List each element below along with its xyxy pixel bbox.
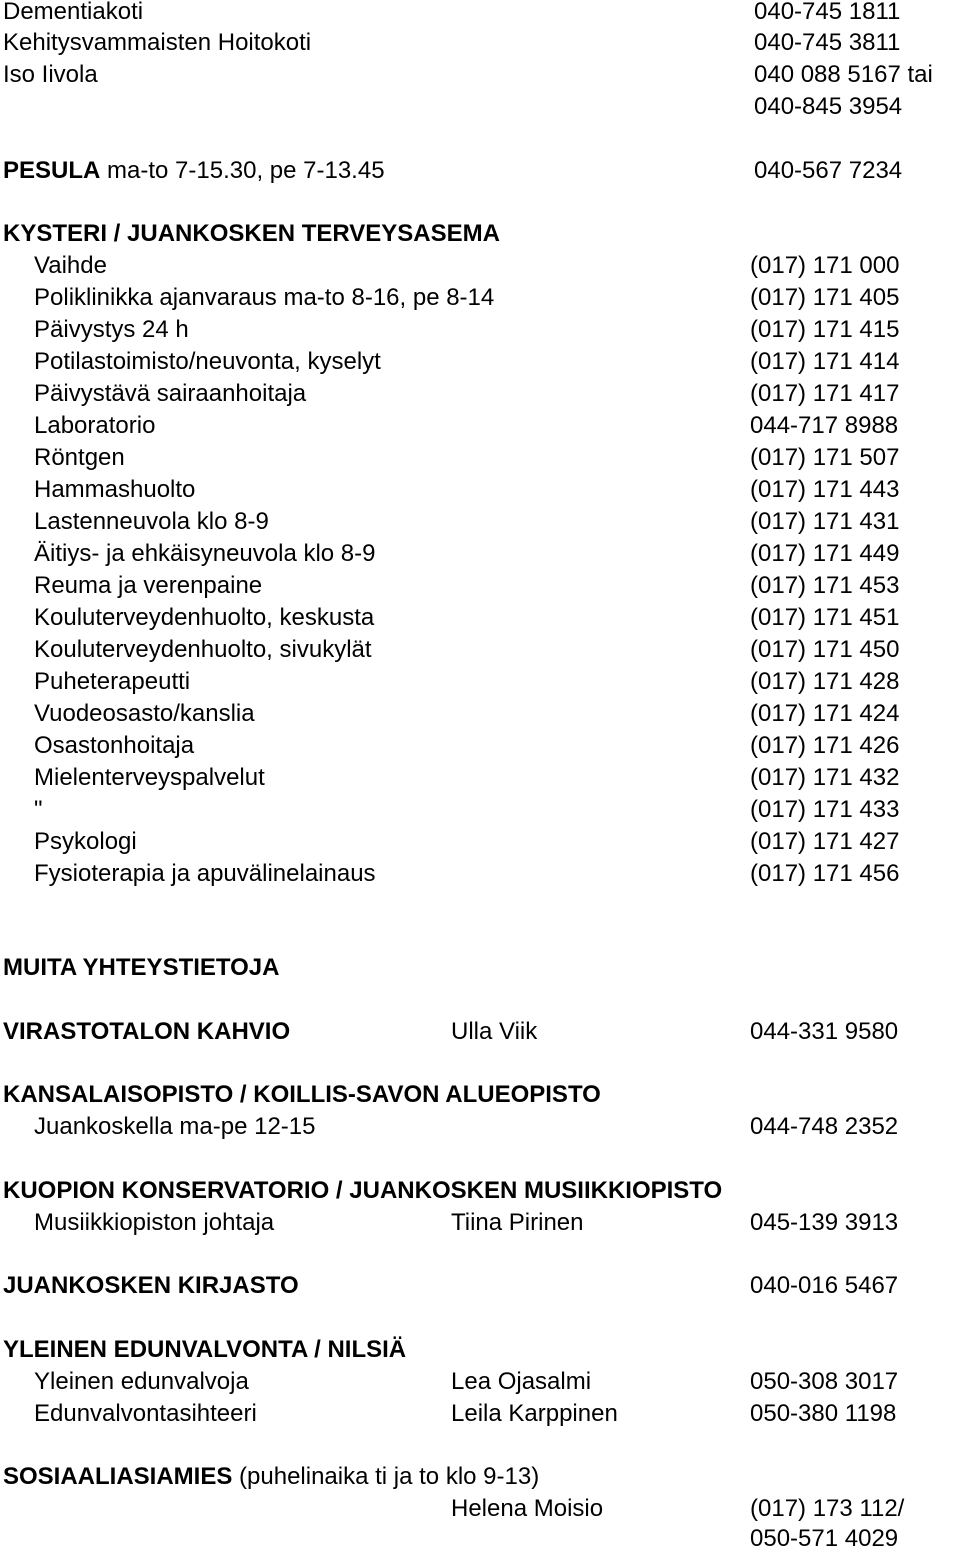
contact-phone: 040-745 3811 <box>754 29 901 56</box>
service-name: Potilastoimisto/neuvonta, kyselyt <box>34 348 381 375</box>
service-phone: (017) 171 433 <box>750 796 900 823</box>
service-name: Äitiys- ja ehkäisyneuvola klo 8-9 <box>34 540 376 567</box>
service-name: Lastenneuvola klo 8-9 <box>34 508 269 535</box>
contact-phone-alt: 050-571 4029 <box>750 1525 899 1552</box>
list-item <box>0 731 960 761</box>
service-name: Laboratorio <box>34 412 156 439</box>
opening-hours: ma-to 7-15.30, pe 7-13.45 <box>100 157 385 184</box>
contact-phone: (017) 173 112/ <box>750 1495 905 1522</box>
list-item <box>0 795 960 825</box>
contact-role: Edunvalvontasihteeri <box>34 1400 257 1427</box>
contact-row <box>0 1208 960 1238</box>
contact-phone: 040-567 7234 <box>754 157 903 184</box>
service-name: Kouluterveydenhuolto, keskusta <box>34 604 375 631</box>
list-item <box>0 763 960 793</box>
service-name: Päivystys 24 h <box>34 316 189 343</box>
list-item <box>0 315 960 345</box>
contact-phone: 044-748 2352 <box>750 1113 899 1140</box>
list-item <box>0 859 960 889</box>
list-item <box>0 667 960 697</box>
service-name: Fysioterapia ja apuvälinelainaus <box>34 860 376 887</box>
contact-person: Lea Ojasalmi <box>451 1368 592 1395</box>
service-phone: (017) 171 427 <box>750 828 900 855</box>
service-phone: (017) 171 451 <box>750 604 900 631</box>
section-heading-text: YLEINEN EDUNVALVONTA / NILSIÄ <box>3 1336 407 1363</box>
service-phone: (017) 171 415 <box>750 316 900 343</box>
list-item <box>0 283 960 313</box>
list-item <box>0 507 960 537</box>
section-heading <box>0 1462 960 1492</box>
service-phone: 044-717 8988 <box>750 412 899 439</box>
section-heading-text: MUITA YHTEYSTIETOJA <box>3 954 280 981</box>
list-item <box>0 699 960 729</box>
list-item <box>0 571 960 601</box>
contact-row <box>0 1367 960 1397</box>
service-phone: (017) 171 456 <box>750 860 900 887</box>
contact-phone: 045-139 3913 <box>750 1209 899 1236</box>
service-phone: (017) 171 424 <box>750 700 900 727</box>
section-note: (puhelinaika ti ja to klo 9-13) <box>232 1463 540 1490</box>
service-phone: (017) 171 432 <box>750 764 900 791</box>
contact-phone: 044-331 9580 <box>750 1018 899 1045</box>
section-heading <box>0 219 960 249</box>
contact-phone: 050-380 1198 <box>750 1400 897 1427</box>
service-name: Kouluterveydenhuolto, sivukylät <box>34 636 372 663</box>
service-phone: (017) 171 453 <box>750 572 900 599</box>
contact-person: Ulla Viik <box>451 1018 538 1045</box>
contact-name: VIRASTOTALON KAHVIO <box>3 1018 291 1045</box>
contact-role: Musiikkiopiston johtaja <box>34 1209 275 1236</box>
service-name: Hammashuolto <box>34 476 196 503</box>
service-phone: (017) 171 428 <box>750 668 900 695</box>
service-phone: (017) 171 426 <box>750 732 900 759</box>
section-heading <box>0 1080 960 1110</box>
list-item <box>0 411 960 441</box>
contact-detail: Juankoskella ma-pe 12-15 <box>34 1113 316 1140</box>
list-item <box>0 379 960 409</box>
service-name: Reuma ja verenpaine <box>34 572 263 599</box>
contact-phone: 040-016 5467 <box>750 1272 899 1299</box>
contact-row <box>0 1112 960 1142</box>
section-name: PESULA <box>3 157 101 184</box>
section-heading <box>0 953 960 983</box>
list-item <box>0 251 960 281</box>
contact-person: Helena Moisio <box>451 1495 604 1522</box>
service-name: Vaihde <box>34 252 107 279</box>
contact-row <box>0 1017 960 1047</box>
service-name: Osastonhoitaja <box>34 732 195 759</box>
list-item <box>0 347 960 377</box>
list-item <box>0 635 960 665</box>
contact-row <box>0 1399 960 1429</box>
section-heading-text <box>3 1462 539 1492</box>
section-heading-text: KYSTERI / JUANKOSKEN TERVEYSASEMA <box>3 220 500 247</box>
service-name: Vuodeosasto/kanslia <box>34 700 255 727</box>
service-name: Psykologi <box>34 828 137 855</box>
section-name: SOSIAALIASIAMIES <box>3 1463 233 1490</box>
contact-row <box>0 0 960 27</box>
list-item <box>0 539 960 569</box>
section-heading <box>0 1176 960 1206</box>
service-phone: (017) 171 449 <box>750 540 900 567</box>
section-heading-text: KUOPION KONSERVATORIO / JUANKOSKEN MUSIIKKIOPISTO <box>3 1177 723 1204</box>
service-name: " <box>34 796 43 823</box>
section-heading-text: KANSALAISOPISTO / KOILLIS-SAVON ALUEOPISTO <box>3 1081 601 1108</box>
contact-role: Yleinen edunvalvoja <box>34 1368 249 1395</box>
contact-phone: 040 088 5167 tai <box>754 61 933 88</box>
section-heading <box>0 1335 960 1365</box>
contact-person: Tiina Pirinen <box>451 1209 584 1236</box>
contact-row <box>0 60 960 90</box>
contact-name: JUANKOSKEN KIRJASTO <box>3 1272 299 1299</box>
contact-name: Dementiakoti <box>3 0 144 25</box>
service-phone: (017) 171 000 <box>750 252 900 279</box>
service-phone: (017) 171 414 <box>750 348 900 375</box>
service-name: Poliklinikka ajanvaraus ma-to 8-16, pe 8-14 <box>34 284 495 311</box>
contact-row <box>0 1271 960 1301</box>
contact-name <box>3 156 385 186</box>
service-name: Päivystävä sairaanhoitaja <box>34 380 307 407</box>
service-phone: (017) 171 417 <box>750 380 900 407</box>
service-phone: (017) 171 431 <box>750 508 900 535</box>
contact-phone: 040-745 1811 <box>754 0 901 25</box>
contact-name: Iso Iivola <box>3 61 98 88</box>
list-item <box>0 443 960 473</box>
contact-phone: 050-308 3017 <box>750 1368 899 1395</box>
list-item <box>0 475 960 505</box>
service-name: Röntgen <box>34 444 125 471</box>
list-item <box>0 827 960 857</box>
service-phone: (017) 171 507 <box>750 444 900 471</box>
contact-phone-alt: 040-845 3954 <box>754 93 903 120</box>
service-name: Mielenterveyspalvelut <box>34 764 265 791</box>
service-name: Puheterapeutti <box>34 668 191 695</box>
list-item <box>0 603 960 633</box>
contact-row <box>0 1494 960 1524</box>
contact-row <box>0 92 960 122</box>
service-phone: (017) 171 405 <box>750 284 900 311</box>
service-phone: (017) 171 443 <box>750 476 900 503</box>
contact-row <box>0 156 960 186</box>
contact-name: Kehitysvammaisten Hoitokoti <box>3 29 312 56</box>
contact-row <box>0 28 960 58</box>
contact-person: Leila Karppinen <box>451 1400 618 1427</box>
service-phone: (017) 171 450 <box>750 636 900 663</box>
contact-row <box>0 1524 960 1554</box>
